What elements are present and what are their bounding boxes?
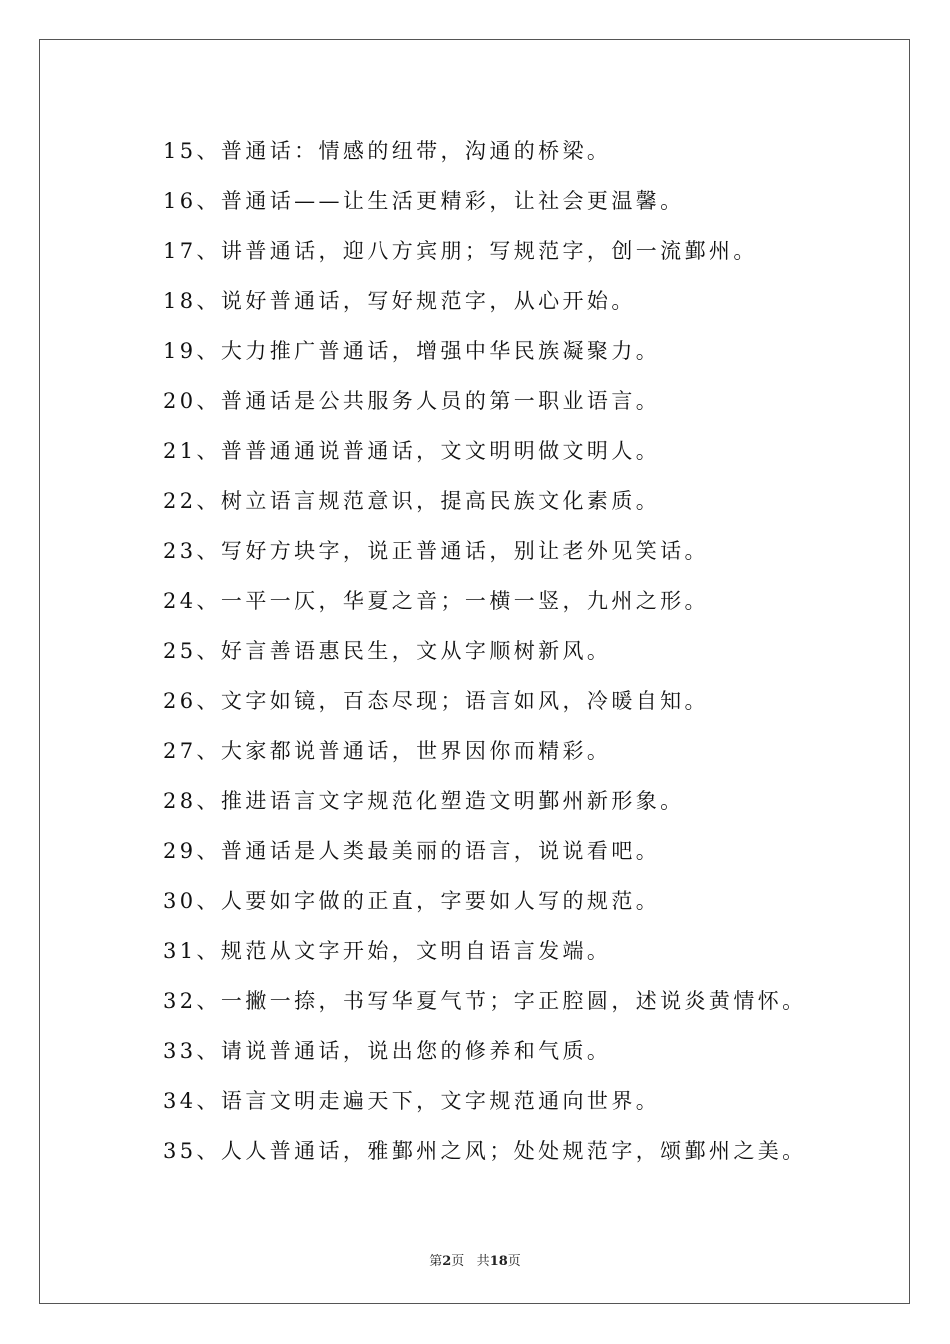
- list-item: 21、普普通通说普通话，文文明明做文明人。: [163, 439, 661, 463]
- page-prefix: 第: [429, 1254, 443, 1269]
- total-suffix: 页: [507, 1254, 521, 1269]
- list-item: 19、大力推广普通话，增强中华民族凝聚力。: [163, 339, 661, 363]
- list-item: 33、请说普通话，说出您的修养和气质。: [163, 1039, 612, 1063]
- list-item: 25、好言善语惠民生，文从字顺树新风。: [163, 639, 612, 663]
- list-item: 32、一撇一捺，书写华夏气节；字正腔圆，述说炎黄情怀。: [163, 989, 807, 1013]
- list-item: 24、一平一仄，华夏之音；一横一竖，九州之形。: [163, 589, 709, 613]
- list-item: 28、推进语言文字规范化塑造文明鄞州新形象。: [163, 789, 685, 813]
- list-item: 35、人人普通话，雅鄞州之风；处处规范字，颂鄞州之美。: [163, 1139, 807, 1163]
- slogan-list: [163, 131, 807, 1181]
- list-item: 17、讲普通话，迎八方宾朋；写规范字，创一流鄞州。: [163, 239, 758, 263]
- list-item: 18、说好普通话，写好规范字，从心开始。: [163, 289, 636, 313]
- page-number: 2: [442, 1254, 452, 1269]
- list-item: 23、写好方块字，说正普通话，别让老外见笑话。: [163, 539, 709, 563]
- list-item: 34、语言文明走遍天下，文字规范通向世界。: [163, 1089, 661, 1113]
- page-suffix: 页: [451, 1254, 465, 1269]
- list-item: 16、普通话——让生活更精彩，让社会更温馨。: [163, 189, 685, 213]
- page-footer: [0, 1250, 950, 1269]
- list-item: 22、树立语言规范意识，提高民族文化素质。: [163, 489, 661, 513]
- list-item: 26、文字如镜，百态尽现；语言如风，冷暖自知。: [163, 689, 709, 713]
- list-item: 31、规范从文字开始，文明自语言发端。: [163, 939, 612, 963]
- list-item: 15、普通话：情感的纽带，沟通的桥梁。: [163, 139, 612, 163]
- list-item: 27、大家都说普通话，世界因你而精彩。: [163, 739, 612, 763]
- total-prefix: 共: [476, 1254, 490, 1269]
- list-item: 30、人要如字做的正直，字要如人写的规范。: [163, 889, 661, 913]
- list-item: 29、普通话是人类最美丽的语言，说说看吧。: [163, 839, 661, 863]
- total-pages: 18: [489, 1254, 508, 1269]
- list-item: 20、普通话是公共服务人员的第一职业语言。: [163, 389, 661, 413]
